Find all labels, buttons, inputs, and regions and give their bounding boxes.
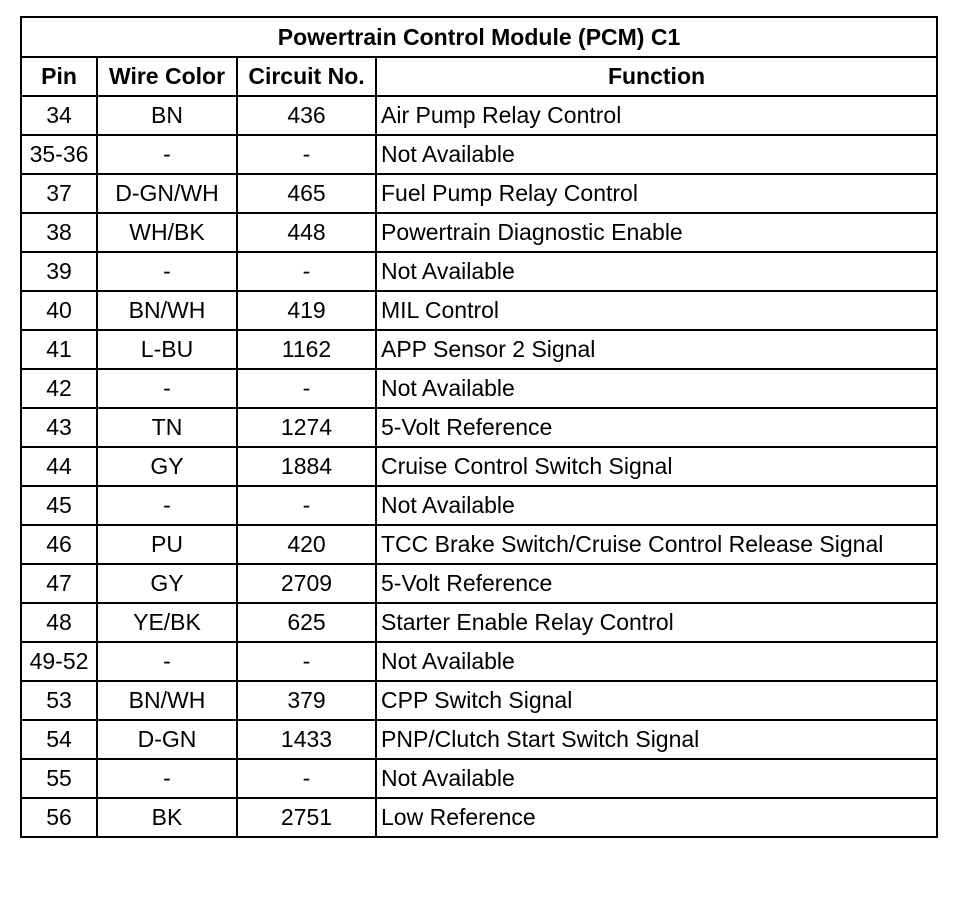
pin-cell: 48 xyxy=(21,603,97,642)
pin-cell: 37 xyxy=(21,174,97,213)
table-row xyxy=(21,252,937,291)
function-cell: Fuel Pump Relay Control xyxy=(376,174,937,213)
header-pin: Pin xyxy=(21,57,97,96)
wire-color-cell: GY xyxy=(97,564,237,603)
function-cell: Air Pump Relay Control xyxy=(376,96,937,135)
pin-cell: 41 xyxy=(21,330,97,369)
table-body xyxy=(21,96,937,837)
table-row xyxy=(21,798,937,837)
header-function: Function xyxy=(376,57,937,96)
table-row xyxy=(21,759,937,798)
circuit-cell: 2751 xyxy=(237,798,376,837)
circuit-cell: - xyxy=(237,135,376,174)
pin-cell: 39 xyxy=(21,252,97,291)
pin-cell: 53 xyxy=(21,681,97,720)
pin-cell: 34 xyxy=(21,96,97,135)
wire-color-cell: GY xyxy=(97,447,237,486)
wire-color-cell: WH/BK xyxy=(97,213,237,252)
pin-cell: 35-36 xyxy=(21,135,97,174)
function-cell: Starter Enable Relay Control xyxy=(376,603,937,642)
pin-cell: 49-52 xyxy=(21,642,97,681)
pin-cell: 45 xyxy=(21,486,97,525)
function-cell: APP Sensor 2 Signal xyxy=(376,330,937,369)
wire-color-cell: - xyxy=(97,135,237,174)
pin-cell: 42 xyxy=(21,369,97,408)
circuit-cell: 465 xyxy=(237,174,376,213)
table-row xyxy=(21,174,937,213)
function-cell: Low Reference xyxy=(376,798,937,837)
function-cell: TCC Brake Switch/Cruise Control Release Signal xyxy=(376,525,937,564)
header-wire-color: Wire Color xyxy=(97,57,237,96)
table-row xyxy=(21,720,937,759)
circuit-cell: 1884 xyxy=(237,447,376,486)
circuit-cell: - xyxy=(237,642,376,681)
function-cell: Not Available xyxy=(376,642,937,681)
circuit-cell: 379 xyxy=(237,681,376,720)
function-cell: 5-Volt Reference xyxy=(376,408,937,447)
circuit-cell: - xyxy=(237,252,376,291)
pin-cell: 46 xyxy=(21,525,97,564)
circuit-cell: 419 xyxy=(237,291,376,330)
circuit-cell: 420 xyxy=(237,525,376,564)
circuit-cell: 1162 xyxy=(237,330,376,369)
header-circuit-no: Circuit No. xyxy=(237,57,376,96)
header-row xyxy=(21,57,937,96)
wire-color-cell: TN xyxy=(97,408,237,447)
function-cell: CPP Switch Signal xyxy=(376,681,937,720)
circuit-cell: 625 xyxy=(237,603,376,642)
pin-cell: 54 xyxy=(21,720,97,759)
table-row xyxy=(21,369,937,408)
function-cell: Not Available xyxy=(376,759,937,798)
table-row xyxy=(21,642,937,681)
function-cell: Not Available xyxy=(376,486,937,525)
table-row xyxy=(21,447,937,486)
wire-color-cell: - xyxy=(97,369,237,408)
pin-cell: 38 xyxy=(21,213,97,252)
table-row xyxy=(21,330,937,369)
table-row xyxy=(21,213,937,252)
wire-color-cell: BN xyxy=(97,96,237,135)
wire-color-cell: - xyxy=(97,642,237,681)
function-cell: Not Available xyxy=(376,135,937,174)
circuit-cell: 436 xyxy=(237,96,376,135)
table-row xyxy=(21,291,937,330)
circuit-cell: - xyxy=(237,486,376,525)
circuit-cell: 1274 xyxy=(237,408,376,447)
table-row xyxy=(21,564,937,603)
circuit-cell: 2709 xyxy=(237,564,376,603)
circuit-cell: - xyxy=(237,759,376,798)
wire-color-cell: YE/BK xyxy=(97,603,237,642)
wire-color-cell: L-BU xyxy=(97,330,237,369)
pin-cell: 43 xyxy=(21,408,97,447)
table-row xyxy=(21,135,937,174)
pin-cell: 55 xyxy=(21,759,97,798)
wire-color-cell: - xyxy=(97,486,237,525)
pin-cell: 44 xyxy=(21,447,97,486)
wire-color-cell: D-GN xyxy=(97,720,237,759)
table-title: Powertrain Control Module (PCM) C1 xyxy=(21,17,937,57)
wire-color-cell: PU xyxy=(97,525,237,564)
function-cell: Cruise Control Switch Signal xyxy=(376,447,937,486)
wire-color-cell: BN/WH xyxy=(97,291,237,330)
wire-color-cell: BK xyxy=(97,798,237,837)
function-cell: MIL Control xyxy=(376,291,937,330)
wire-color-cell: - xyxy=(97,759,237,798)
pin-cell: 56 xyxy=(21,798,97,837)
function-cell: PNP/Clutch Start Switch Signal xyxy=(376,720,937,759)
pin-cell: 40 xyxy=(21,291,97,330)
table-row xyxy=(21,681,937,720)
pin-cell: 47 xyxy=(21,564,97,603)
table-row xyxy=(21,486,937,525)
table-row xyxy=(21,525,937,564)
pcm-connector-table xyxy=(20,16,938,838)
function-cell: Not Available xyxy=(376,252,937,291)
circuit-cell: - xyxy=(237,369,376,408)
table-row xyxy=(21,603,937,642)
circuit-cell: 448 xyxy=(237,213,376,252)
wire-color-cell: - xyxy=(97,252,237,291)
table-row xyxy=(21,408,937,447)
function-cell: Not Available xyxy=(376,369,937,408)
function-cell: Powertrain Diagnostic Enable xyxy=(376,213,937,252)
wire-color-cell: D-GN/WH xyxy=(97,174,237,213)
wire-color-cell: BN/WH xyxy=(97,681,237,720)
table-row xyxy=(21,96,937,135)
circuit-cell: 1433 xyxy=(237,720,376,759)
function-cell: 5-Volt Reference xyxy=(376,564,937,603)
